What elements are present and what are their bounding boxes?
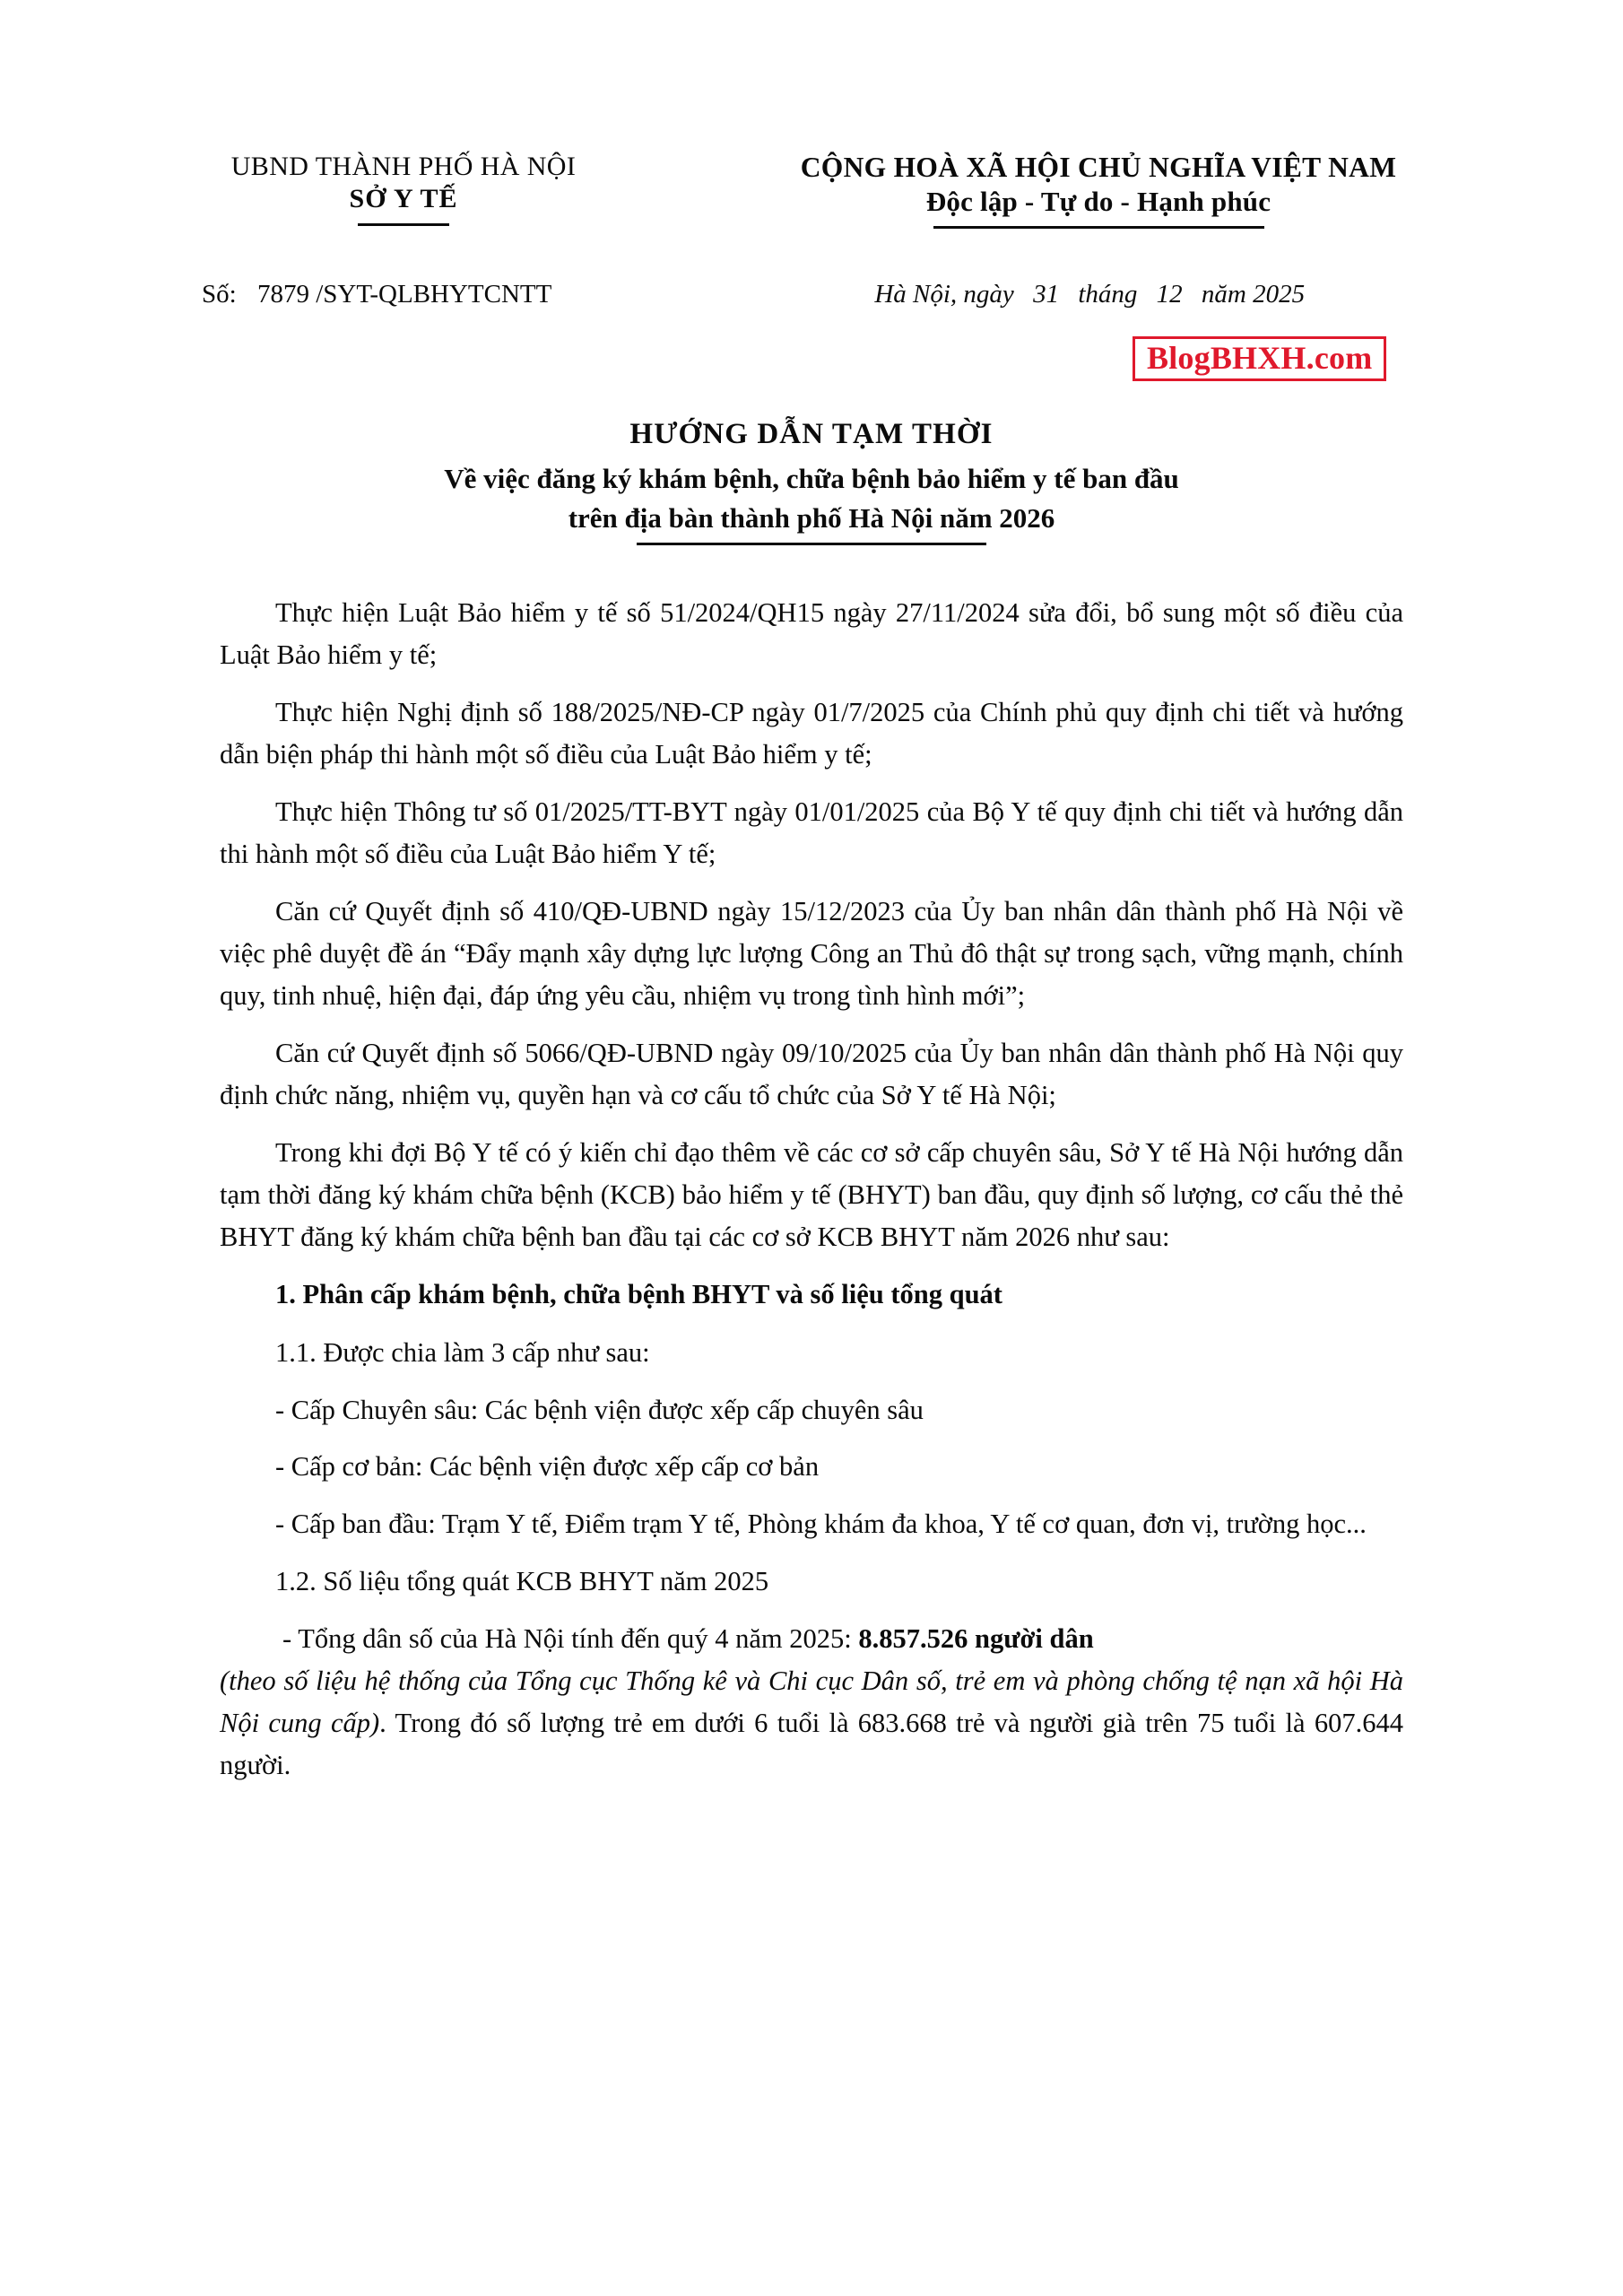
- document-subtitle-line-2: trên địa bàn thành phố Hà Nội năm 2026: [568, 499, 1055, 538]
- date-month: 12: [1156, 280, 1183, 309]
- paragraph-decree-188: Thực hiện Nghị định số 188/2025/NĐ-CP ngày 01/7/2025 của Chính phủ quy định chi tiết và hướng dẫn biện pháp thi hành một số điều của Luật Bảo hiểm y tế;: [220, 696, 1403, 770]
- document-meta-row: [0, 280, 1623, 309]
- paragraph-decision-410: Căn cứ Quyết định số 410/QĐ-UBND ngày 15/12/2023 của Ủy ban nhân dân thành phố Hà Nội về việc phê duyệt đề án “Đẩy mạnh xây dựng lực lượng Công an Thủ đô thật sự trong sạch, vững mạnh, chính quy, tinh nhuệ, hiện đại, đáp ứng yêu cầu, nhiệm vụ trong tình hình mới”;: [220, 895, 1403, 1011]
- document-body: [220, 592, 1403, 1802]
- document-header: [0, 151, 1623, 220]
- country-name: CỘNG HOÀ XÃ HỘI CHỦ NGHĨA VIỆT NAM: [800, 152, 1397, 183]
- issuing-organization: [135, 151, 673, 216]
- date-place: Hà Nội, ngày: [874, 280, 1014, 309]
- document-subtitle: [0, 455, 1623, 538]
- national-heading: [673, 151, 1623, 220]
- organization-parent-name: UBND THÀNH PHỐ HÀ NỘI: [230, 152, 577, 181]
- stat-prefix: - Tổng dân số của Hà Nội tính đến quý 4 năm 2025:: [282, 1623, 859, 1655]
- watermark-label: BlogBHXH.com: [1147, 340, 1373, 376]
- paragraph-circular-01: Thực hiện Thông tư số 01/2025/TT-BYT ngày 01/01/2025 của Bộ Y tế quy định chi tiết và hướng dẫn thi hành một số điều của Luật Bảo hiểm Y tế;: [220, 796, 1403, 869]
- blogbhxh-watermark-stamp: [1133, 336, 1386, 381]
- date-day: 31: [1033, 280, 1060, 309]
- bullet-cap-ban-dau: - Cấp ban đầu: Trạm Y tế, Điểm trạm Y tế, Phòng khám đa khoa, Y tế cơ quan, đơn vị, trường học...: [275, 1509, 1367, 1540]
- document-date: [874, 280, 1305, 309]
- bullet-cap-co-ban: - Cấp cơ bản: Các bệnh viện được xếp cấp cơ bản: [275, 1451, 820, 1483]
- bullet-cap-chuyen-sau: - Cấp Chuyên sâu: Các bệnh viện được xếp cấp chuyên sâu: [275, 1394, 924, 1425]
- stat-population-total: 8.857.526 người dân: [858, 1623, 1094, 1655]
- document-title-block: [0, 414, 1623, 538]
- item-1-1: 1.1. Được chia làm 3 cấp như sau:: [275, 1336, 650, 1368]
- document-number-label: Số:: [202, 280, 237, 309]
- national-motto: Độc lập - Tự do - Hạnh phúc: [926, 184, 1271, 220]
- stat-suffix: . Trong đó số lượng trẻ em dưới 6 tuổi là 683.668 trẻ và người già trên 75 tuổi là 607.644 người.: [220, 1708, 1403, 1781]
- stat-source-note: (theo số liệu hệ thống của Tổng cục Thống kê và Chi cục Dân số, trẻ em và phòng chống tệ nạn xã hội Hà Nội cung cấp): [220, 1665, 1403, 1739]
- document-number-value: 7879: [256, 280, 309, 309]
- document-number-suffix: /SYT-QLBHYTCNTT: [316, 280, 552, 309]
- item-1-2: 1.2. Số liệu tổng quát KCB BHYT năm 2025: [275, 1566, 769, 1597]
- document-title: HƯỚNG DẪN TẠM THỜI: [629, 418, 994, 450]
- date-year-label: năm: [1201, 280, 1246, 309]
- section-1-heading: 1. Phân cấp khám bệnh, chữa bệnh BHYT và số liệu tổng quát: [275, 1278, 1002, 1309]
- organization-name: SỞ Y TẾ: [350, 182, 458, 216]
- date-month-label: tháng: [1078, 280, 1138, 309]
- paragraph-guidance-intro: Trong khi đợi Bộ Y tế có ý kiến chỉ đạo thêm về các cơ sở cấp chuyên sâu, Sở Y tế Hà Nội hướng dẫn tạm thời đăng ký khám chữa bệnh (KCB) bảo hiểm y tế (BHYT) ban đầu, quy định số lượng, cơ cấu thẻ thẻ BHYT đăng ký khám chữa bệnh ban đầu tại các cơ sở KCB BHYT năm 2026 như sau:: [220, 1136, 1403, 1252]
- date-year: 2025: [1253, 280, 1306, 309]
- paragraph-decision-5066: Căn cứ Quyết định số 5066/QĐ-UBND ngày 09/10/2025 của Ủy ban nhân dân thành phố Hà Nội quy định chức năng, nhiệm vụ, quyền hạn và cơ cấu tổ chức của Sở Y tế Hà Nội;: [220, 1037, 1403, 1110]
- document-number: [202, 280, 551, 309]
- paragraph-population-statistics: [220, 1618, 1403, 1787]
- paragraph-law-51: Thực hiện Luật Bảo hiểm y tế số 51/2024/QH15 ngày 27/11/2024 sửa đổi, bổ sung một số điều của Luật Bảo hiểm y tế;: [220, 597, 1403, 670]
- document-subtitle-line-1: Về việc đăng ký khám bệnh, chữa bệnh bảo hiểm y tế ban đầu: [444, 462, 1179, 494]
